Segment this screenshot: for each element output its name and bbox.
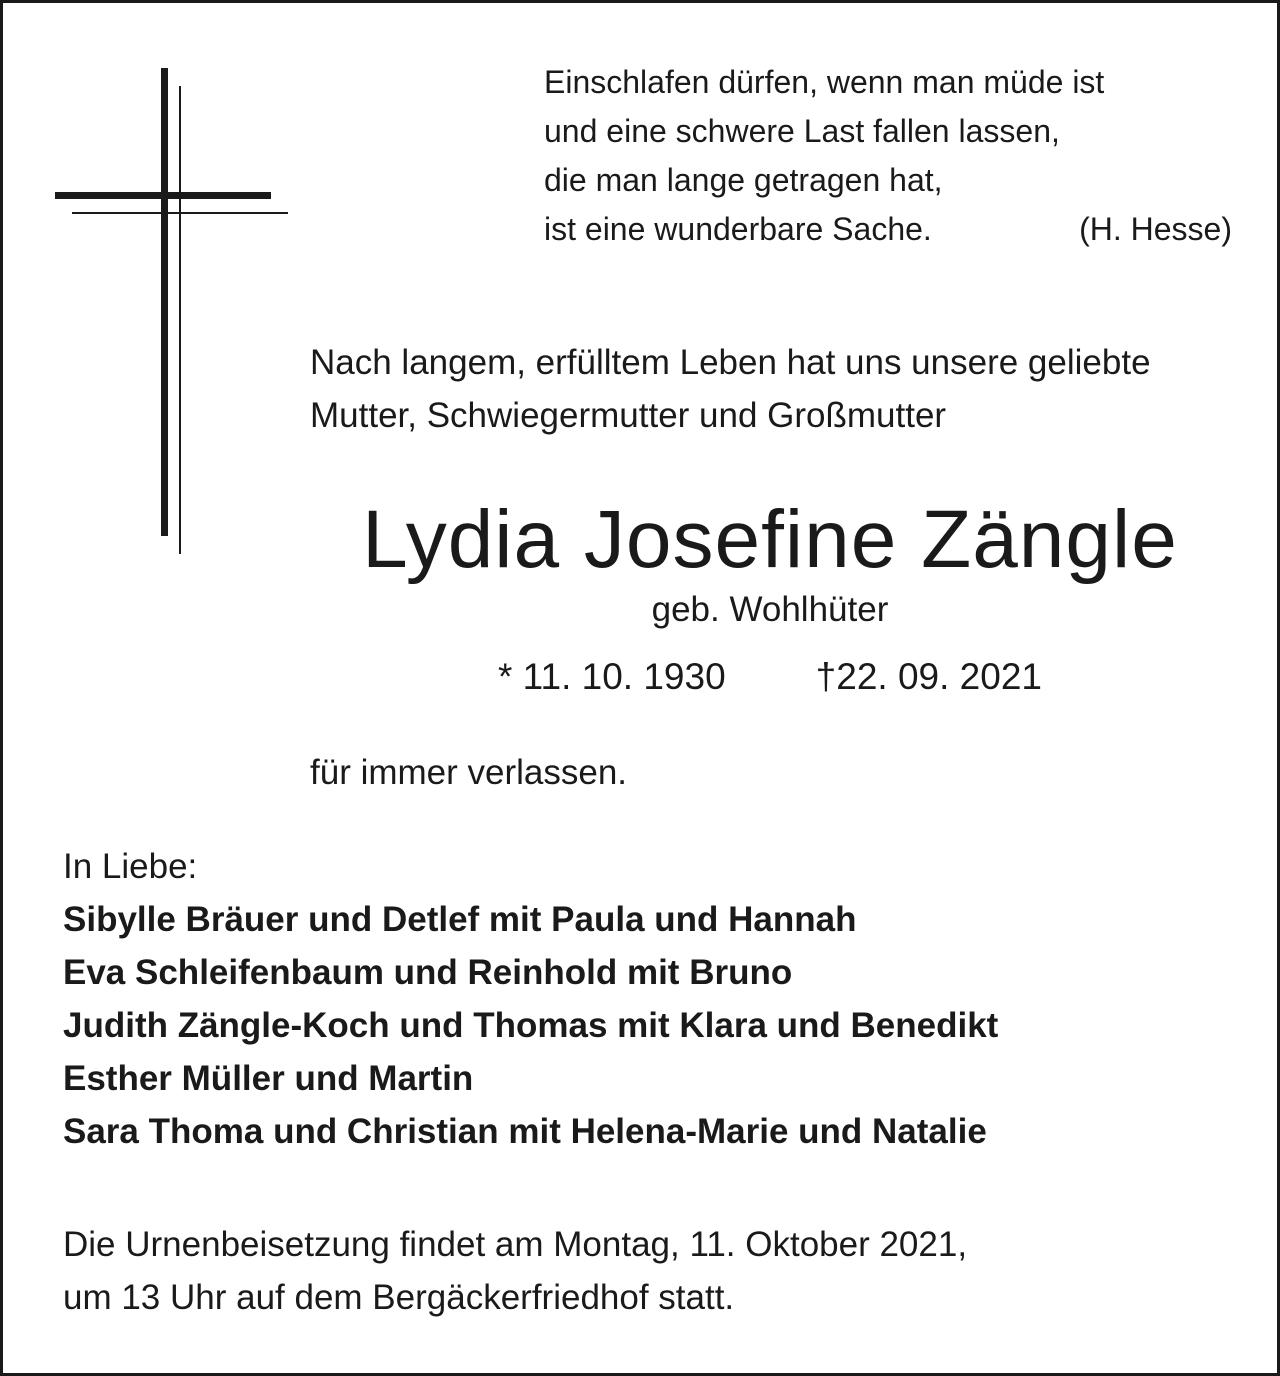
- intro-line: Mutter, Schwiegermutter und Großmutter: [310, 396, 947, 435]
- hesse-quote: [544, 58, 1244, 254]
- family-member: Sibylle Bräuer und Detlef mit Paula und Hannah: [63, 900, 857, 939]
- family-member: Eva Schleifenbaum und Reinhold mit Bruno: [63, 953, 793, 992]
- cross-horizontal-line: [72, 212, 288, 214]
- family-section: [63, 840, 1223, 1158]
- death-date: †22. 09. 2021: [815, 656, 1042, 697]
- life-dates: [310, 654, 1230, 700]
- quote-last-line: [544, 205, 1232, 254]
- family-member: Judith Zängle-Koch und Thomas mit Klara und Benedikt: [63, 1006, 999, 1045]
- cross-horizontal-beam: [55, 192, 271, 199]
- cross-vertical-beam: [161, 68, 168, 536]
- family-heading: In Liebe:: [63, 847, 198, 886]
- family-member: Esther Müller und Martin: [63, 1059, 474, 1098]
- quote-line: Einschlafen dürfen, wenn man müde ist: [544, 64, 1105, 100]
- notice-line: Die Urnenbeisetzung findet am Montag, 11. Oktober 2021,: [63, 1225, 968, 1264]
- quote-author: (H. Hesse): [1079, 211, 1232, 247]
- closing-text: für immer verlassen.: [310, 753, 628, 792]
- birth-date: * 11. 10. 1930: [497, 656, 726, 697]
- quote-line: und eine schwere Last fallen lassen,: [544, 113, 1060, 149]
- quote-line: die man lange getragen hat,: [544, 162, 943, 198]
- maiden-name: geb. Wohlhüter: [651, 590, 889, 629]
- deceased-name: Lydia Josefine Zängle: [362, 494, 1178, 585]
- quote-line: ist eine wunderbare Sache.: [544, 211, 932, 247]
- cross-vertical-line: [179, 86, 181, 554]
- family-member: Sara Thoma und Christian mit Helena-Marie und Natalie: [63, 1112, 987, 1151]
- funeral-notice: [63, 1218, 1223, 1324]
- notice-line: um 13 Uhr auf dem Bergäckerfriedhof statt.: [63, 1278, 735, 1317]
- intro-text: [310, 336, 1250, 442]
- intro-line: Nach langem, erfülltem Leben hat uns unsere geliebte: [310, 343, 1151, 382]
